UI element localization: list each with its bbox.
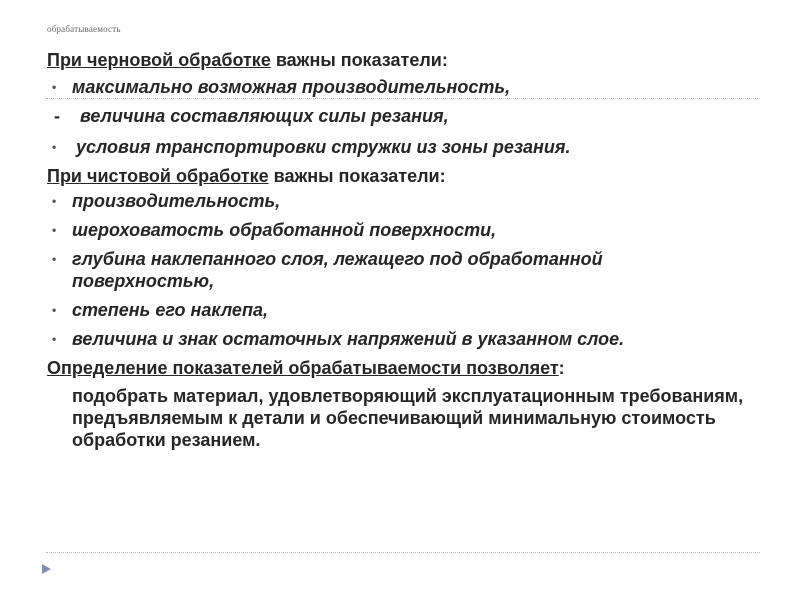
section-finish-heading: [47, 165, 767, 187]
list-item-text: максимально возможная производительность,: [72, 77, 511, 97]
section-rough-heading-underlined: При черновой обработке: [47, 50, 271, 70]
slide-content: [47, 49, 767, 451]
section-definition-heading-underlined: Определение показателей обрабатываемости позволяет: [47, 358, 559, 378]
list-item: [47, 219, 767, 241]
list-item: [47, 328, 767, 350]
section-finish-heading-underlined: При чистовой обработке: [47, 166, 269, 186]
list-item-text: величина составляющих силы резания,: [80, 106, 449, 126]
bullet-marker: •: [52, 223, 57, 237]
bullet-marker: •: [52, 80, 57, 94]
list-item-text: производительность,: [72, 191, 281, 211]
bullet-marker: •: [52, 140, 57, 154]
section-rough-list: [47, 76, 767, 158]
list-item-text: величина и знак остаточных напряжений в указанном слое.: [72, 329, 625, 349]
section-rough-heading-rest: важны показатели:: [270, 50, 448, 70]
bullet-marker: •: [52, 194, 57, 208]
list-item: [47, 248, 767, 292]
triangle-right-icon[interactable]: [40, 563, 52, 575]
list-item-text: степень его наклепа,: [72, 300, 268, 320]
section-definition-heading-rest: :: [558, 358, 565, 378]
section-finish-heading-rest: важны показатели:: [268, 166, 446, 186]
slide-header: обрабатываемость: [47, 24, 121, 34]
list-item: [47, 190, 767, 212]
section-finish-list: [47, 190, 767, 350]
bullet-marker: •: [52, 252, 57, 266]
list-item: [47, 136, 767, 158]
bullet-marker: •: [52, 303, 57, 317]
list-item: [47, 105, 767, 127]
section-definition-heading: [47, 357, 767, 379]
dash-marker: -: [54, 106, 60, 126]
list-item-text: глубина наклепанного слоя, лежащего под обработанной поверхностью,: [72, 249, 603, 291]
section-rough-heading: [47, 49, 767, 71]
list-item-text: условия транспортировки стружки из зоны резания.: [76, 137, 571, 157]
bottom-divider: [46, 552, 760, 553]
list-item: [47, 299, 767, 321]
bullet-marker: •: [52, 332, 57, 346]
list-item: [47, 76, 767, 98]
section-definition-body: подобрать материал, удовлетворяющий эксплуатационным требованиям, предъявляемым к детали и обеспечивающий минимальную стоимость обработки резанием.: [72, 386, 744, 450]
list-item-text: шероховатость обработанной поверхности,: [72, 220, 497, 240]
